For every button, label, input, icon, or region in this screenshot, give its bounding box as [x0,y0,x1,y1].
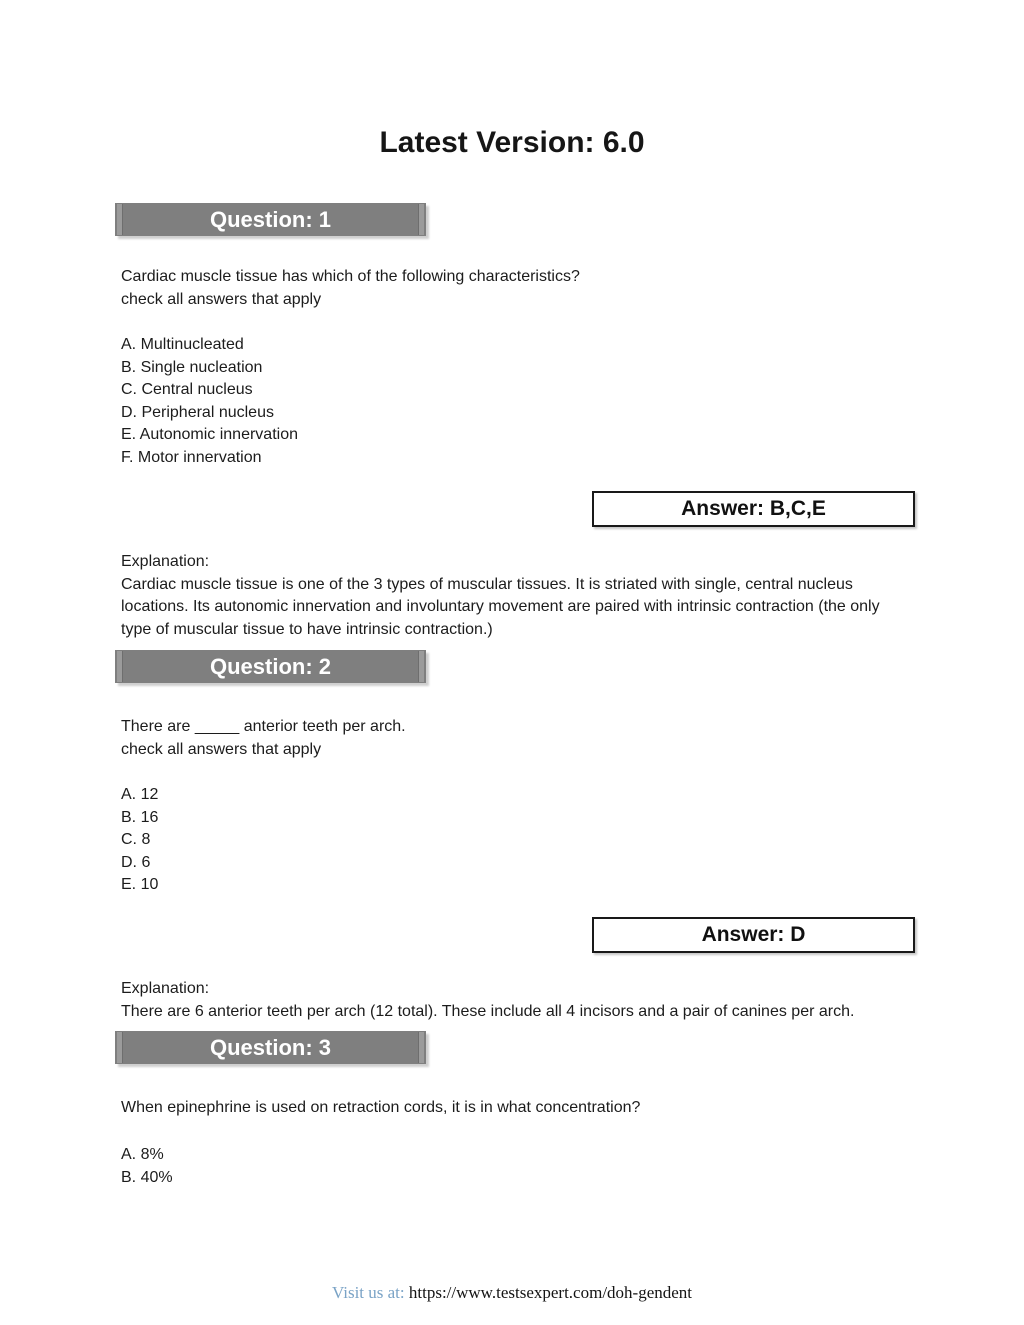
question-3-prompt-line-1: When epinephrine is used on retraction cords, it is in what concentration? [121,1099,641,1116]
question-1-options [121,334,911,469]
option-a: A. Multinucleated [121,336,244,353]
question-2-prompt-line-2: check all answers that apply [121,740,322,758]
question-2-answer-box [592,917,915,953]
question-3-prompt [121,1097,911,1120]
option-f: F. Motor innervation [121,448,262,466]
option-e: E. Autonomic innervation [121,426,298,443]
option-a: A. 8% [121,1146,164,1163]
option-e: E. 10 [121,876,159,893]
option-c: C. Central nucleus [121,381,253,398]
explanation-label: Explanation: [121,980,210,997]
question-2-prompt [121,716,911,761]
question-1-prompt-line-1: Cardiac muscle tissue has which of the following characteristics? [121,268,580,285]
question-2-options [121,784,911,897]
question-2-banner [115,650,426,683]
explanation-label: Explanation: [121,553,210,570]
explanation-text: There are 6 anterior teeth per arch (12 total). These include all 4 incisors and a pair of canines per arch. [121,1002,855,1020]
option-a: A. 12 [121,786,159,803]
question-2-explanation [121,978,911,1023]
question-1-banner [115,203,426,236]
question-1-explanation [121,551,911,641]
question-3-banner [115,1031,426,1064]
question-2-prompt-line-1: There are _____ anterior teeth per arch. [121,718,406,735]
option-d: D. 6 [121,853,151,871]
option-b: B. 40% [121,1168,173,1186]
question-1-prompt-line-2: check all answers that apply [121,290,322,308]
footer-url-link[interactable]: https://www.testsexpert.com/doh-gendent [408,1283,693,1302]
page-footer [0,1281,1024,1305]
question-1-banner-label: Question: 1 [209,206,331,232]
question-2-banner-label: Question: 2 [209,653,331,679]
question-1-answer-box [592,491,915,527]
question-1-answer-label: Answer: B,C,E [681,497,826,520]
question-3-banner-label: Question: 3 [209,1034,331,1060]
option-d: D. Peripheral nucleus [121,403,274,421]
option-b: B. Single nucleation [121,358,263,376]
question-2-answer-label: Answer: D [701,923,806,946]
option-b: B. 16 [121,808,159,826]
visit-us-label: Visit us at: [331,1283,405,1302]
option-c: C. 8 [121,831,151,848]
explanation-text: Cardiac muscle tissue is one of the 3 types of muscular tissues. It is striated with single, central nucleus locations. Its autonomic innervation and involuntary movement are paired with intrinsic contraction (the only type of muscular tissue to have intrinsic contraction.) [121,575,880,638]
page-title: Latest Version: 6.0 [379,126,645,159]
question-1-prompt [121,266,911,311]
question-3-options [121,1144,911,1189]
